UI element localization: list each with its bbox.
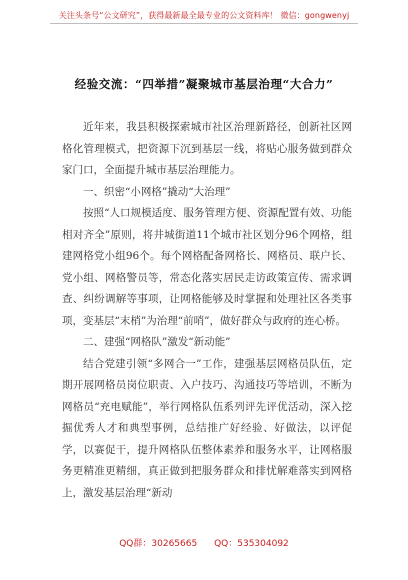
intro-paragraph: 近年来，我县积极探索城市社区治理新路径，创新社区网格化管理模式，把资源下沉到基层一线，将贴心服务做到群众家门口，全面提升城市基层治理能力。 bbox=[62, 121, 352, 176]
section-1-paragraph: 按照“人口规模适度、服务管理方便、资源配置有效、功能相对齐全”原则，将井城街道11个城市社区划分96个网格，组建网格党小组96个。每个网格配备网格长、网格员、联户长、党小组、网格警员等，常态化落实居民走访政策宣传、需求调查、纠纷调解等事项，让网格能够及时掌握和处理社区各类事项，变基层“末梢”为治理“前哨”，做好群众与政府的连心桥。 bbox=[62, 207, 352, 327]
section-2-heading: 二、建强“网格队”激发“新动能” bbox=[83, 336, 231, 348]
section-2-paragraph: 结合党建引领“多网合一”工作，建强基层网格员队伍，定期开展网格员岗位职责、入户技巧、沟通技巧等培训，不断为网格员“充电赋能”，举行网格队伍系列评先评优活动，深入挖掘优秀人才和典型事例，总结推广好经验、好做法，以评促学，以赛促干，提升网格队伍整体素养和服务水平，让网格服务更精准更精细，真正做到把服务群众和排忧解难落实到网格上，激发基层治理“新动 bbox=[62, 357, 352, 499]
footer-qq: QQ：535304092 bbox=[214, 539, 289, 549]
document-body bbox=[62, 117, 352, 504]
header-divider bbox=[50, 23, 358, 24]
footer-contact bbox=[0, 536, 408, 549]
footer-qq-group: QQ群：30265665 bbox=[119, 539, 198, 549]
section-1-heading: 一、织密“小网格”撬动“大治理” bbox=[83, 185, 231, 198]
top-banner: 关注头条号“公文研究”，获得最新最全最专业的公文资料库！ 微信：gongwenyj bbox=[58, 11, 350, 20]
document-title: 经验交流：“四举措”凝聚城市基层治理“大合力” bbox=[74, 77, 334, 91]
